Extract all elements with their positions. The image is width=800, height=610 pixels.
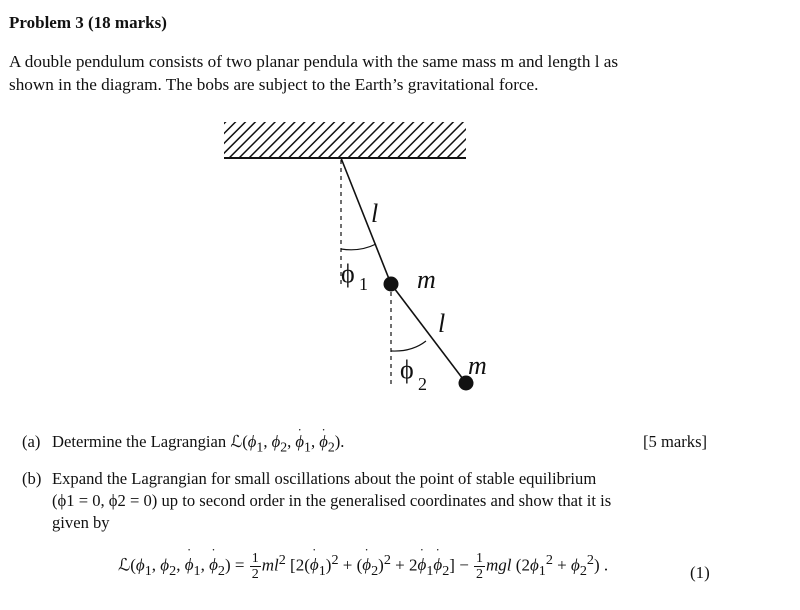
equation-1: $ℒ(\phi_1$, $\phi_2$, ˙ $\phi_1$, ˙ $\phi_2$) = $\frac{1}{2}$ $ml^2$ [2(˙ $\phi_1)^2$ + (˙ $\phi_2)^2$ + 2˙ $\phi_1˙$ $\phi_2$] − $\frac{1}{2}$ mgl $(2\phi_1^2 + \phi_2^2)$ . [118, 551, 608, 582]
label-length-1: l [371, 199, 379, 228]
label-angle-2: ϕ [400, 355, 414, 384]
intro-line-1: A double pendulum consists of two planar pendula with the same mass m and length l as [9, 52, 619, 71]
part-a-marks: [5 marks] [643, 432, 708, 451]
label-angle-1-sub: 1 [359, 274, 368, 294]
ceiling-hatch [224, 122, 466, 158]
problem-title: Problem 3 (18 marks) [9, 13, 167, 32]
part-a-prompt: Determine the Lagrangian [52, 432, 227, 451]
label-length-2: l [438, 309, 446, 338]
part-a-text [52, 431, 344, 458]
equation-number: (1) [690, 563, 710, 582]
angle-arc-2 [391, 341, 426, 351]
part-b-label: (b) [22, 469, 42, 488]
part-b-line-2: (ϕ1 = 0, ϕ2 = 0) up to second order in the generalised coordinates and show that it is [52, 491, 612, 510]
part-a-label: (a) [22, 432, 41, 451]
angle-arc-1 [341, 244, 376, 250]
part-b-text [52, 468, 722, 534]
part-b-line-1: Expand the Lagrangian for small oscillations about the point of stable equilibrium [52, 469, 597, 488]
label-mass-1: m [417, 265, 436, 294]
label-mass-2: m [468, 351, 487, 380]
label-angle-1: ϕ [341, 259, 355, 288]
part-b-line-3: given by [52, 513, 110, 532]
intro-line-2: shown in the diagram. The bobs are subject to the Earth’s gravitational force. [9, 75, 539, 94]
part-a-lagrangian: $ℒ(\phi_1$, $\phi_2$, ˙ $\phi_1$, ˙ $\phi_2$). [230, 432, 344, 451]
label-angle-2-sub: 2 [418, 374, 427, 394]
